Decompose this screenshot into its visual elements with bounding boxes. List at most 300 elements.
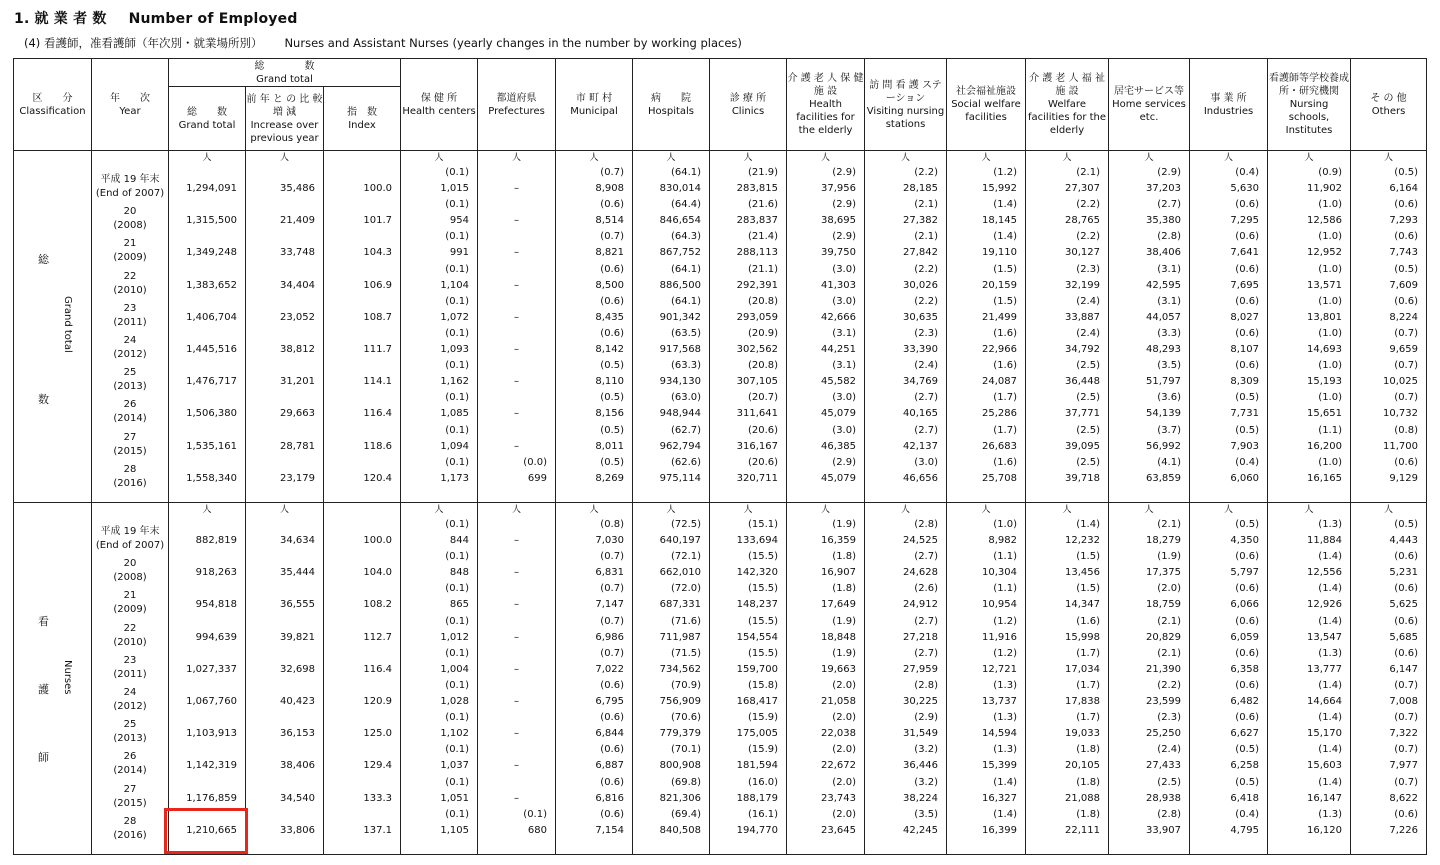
table-cell — [401, 807, 477, 839]
cell-percent: (0.5) — [1235, 776, 1260, 788]
cell-value: 21,499 — [982, 311, 1018, 323]
table-cell — [865, 294, 946, 326]
table-cell — [1190, 678, 1267, 710]
table-cell — [710, 742, 786, 774]
cell-percent: (0.8) — [1394, 424, 1419, 436]
cell-percent: (1.6) — [1076, 615, 1101, 627]
data-column-cells — [947, 151, 1025, 502]
cell-value: 1,535,161 — [186, 440, 237, 452]
table-cell — [1351, 423, 1426, 455]
cell-value: 283,815 — [736, 183, 779, 194]
data-column-cells — [633, 503, 709, 854]
cell-percent: (1.5) — [993, 295, 1018, 307]
cell-value: 1,027,337 — [186, 663, 237, 675]
year-label — [92, 455, 168, 487]
table-cell — [401, 710, 477, 742]
cell-percent: (3.0) — [832, 392, 857, 404]
data-column — [633, 151, 710, 503]
cell-percent: (72.5) — [670, 519, 702, 530]
data-column-cells — [1351, 503, 1426, 854]
table-cell — [787, 678, 864, 710]
cell-percent: (2.0) — [1157, 583, 1182, 595]
cell-percent: (0.6) — [1235, 263, 1260, 275]
cell-value: 37,956 — [821, 183, 857, 194]
data-column — [947, 503, 1026, 855]
table-cell — [246, 517, 323, 549]
table-cell — [556, 229, 632, 261]
classification-jp-char: 護 — [38, 683, 49, 696]
year-label — [92, 678, 168, 710]
table-cell — [401, 549, 477, 581]
year-label — [92, 614, 168, 646]
unit-label: 人 — [901, 153, 911, 163]
table-cell — [246, 614, 323, 646]
table-cell — [1109, 262, 1189, 294]
cell-percent: (0.1) — [445, 199, 470, 211]
cell-value: 11,700 — [1383, 440, 1419, 452]
year-label — [92, 807, 168, 839]
cell-percent: (0.1) — [445, 424, 470, 436]
cell-percent: (0.1) — [445, 231, 470, 243]
table-cell — [1190, 549, 1267, 581]
cell-percent: (21.9) — [747, 167, 779, 178]
cell-value: 41,303 — [821, 279, 857, 291]
header-increase: 前 年 と の 比 較 増 減 Increase over previous year — [246, 87, 324, 151]
cell-percent: (1.8) — [832, 583, 857, 595]
cell-percent: (2.2) — [1157, 680, 1182, 691]
table-cell — [947, 646, 1025, 678]
data-column — [1026, 503, 1109, 855]
table-cell — [633, 549, 709, 581]
cell-value: 17,375 — [1146, 567, 1182, 579]
data-column — [1351, 151, 1427, 503]
table-cell — [478, 326, 555, 358]
table-cell — [246, 455, 323, 487]
cell-value: 23,052 — [280, 311, 315, 323]
table-cell — [1026, 262, 1108, 294]
table-cell — [633, 262, 709, 294]
cell-value: 30,635 — [903, 311, 939, 323]
cell-value: 311,641 — [736, 408, 779, 420]
table-cell — [1268, 614, 1350, 646]
table-cell — [787, 614, 864, 646]
cell-percent: (0.6) — [1235, 295, 1260, 307]
cell-percent: (1.4) — [1318, 615, 1343, 627]
cell-value: 42,245 — [903, 824, 939, 836]
table-cell — [169, 390, 245, 422]
header-visiting: 訪 問 看 護 ステーション Visiting nursing stations — [865, 59, 947, 151]
cell-percent: (21.1) — [747, 263, 779, 275]
table-cell — [947, 423, 1025, 455]
cell-percent: (21.4) — [747, 231, 779, 243]
year-label-main: 23 — [123, 302, 137, 314]
table-cell — [1109, 294, 1189, 326]
table-cell — [556, 197, 632, 229]
table-cell — [710, 807, 786, 839]
cell-value: 320,711 — [736, 472, 779, 484]
cell-value: 116.4 — [363, 408, 393, 420]
table-cell — [710, 517, 786, 549]
data-column-cells — [1268, 151, 1350, 502]
table-cell — [947, 294, 1025, 326]
table-cell — [556, 423, 632, 455]
year-label — [92, 197, 168, 232]
table-cell — [1109, 197, 1189, 229]
table-cell — [1190, 390, 1267, 422]
cell-percent: (0.6) — [600, 328, 625, 339]
table-cell — [1190, 423, 1267, 455]
cell-percent: (0.5) — [1235, 744, 1260, 756]
data-column — [1351, 503, 1427, 855]
cell-value: 307,105 — [736, 376, 779, 388]
cell-percent: (0.6) — [600, 776, 625, 788]
table-cell — [710, 229, 786, 261]
cell-value: 848 — [449, 567, 470, 579]
cell-value: 36,555 — [280, 599, 315, 611]
header-grand-total-group: 総 数 Grand total — [169, 59, 401, 87]
cell-value: – — [514, 567, 520, 579]
cell-percent: (2.3) — [1076, 263, 1101, 275]
table-cell — [1109, 646, 1189, 678]
table-cell — [1026, 165, 1108, 197]
table-cell — [1190, 262, 1267, 294]
cell-value: 111.7 — [363, 344, 393, 355]
header-elderly-health: 介 護 老 人 保 健 施 設 Health facilities for the elderly — [787, 59, 865, 151]
cell-percent: (0.6) — [600, 744, 625, 756]
highlight-box — [164, 808, 248, 854]
table-cell — [556, 710, 632, 742]
cell-value: 33,907 — [1146, 824, 1182, 836]
cell-percent: (3.3) — [1157, 328, 1182, 339]
table-cell — [1268, 710, 1350, 742]
cell-percent: (0.6) — [600, 263, 625, 275]
classification-label — [14, 151, 91, 502]
table-cell — [787, 455, 864, 487]
cell-value: 148,237 — [736, 599, 779, 611]
data-column — [710, 151, 787, 503]
cell-value: – — [514, 183, 520, 194]
cell-value: 45,079 — [821, 408, 857, 420]
data-column-cells — [947, 503, 1025, 854]
employment-table — [13, 58, 1427, 855]
table-cell — [169, 549, 245, 581]
cell-percent: (0.5) — [1235, 519, 1260, 530]
year-label-sub: (2009) — [113, 252, 147, 264]
cell-percent: (63.0) — [670, 392, 702, 404]
cell-percent: (0.7) — [600, 231, 625, 243]
data-column-cells — [478, 503, 555, 854]
cell-percent: (1.7) — [993, 392, 1018, 404]
table-cell — [1190, 197, 1267, 229]
cell-percent: (2.5) — [1076, 360, 1101, 372]
table-cell — [556, 326, 632, 358]
data-column — [787, 503, 865, 855]
cell-value: 44,251 — [821, 344, 857, 355]
cell-value: 1,294,091 — [186, 183, 237, 194]
cell-percent: (2.8) — [1157, 808, 1182, 820]
unit-label: 人 — [743, 153, 753, 163]
cell-percent: (0.1) — [445, 328, 470, 339]
cell-value: 7,008 — [1389, 696, 1419, 707]
unit-label: 人 — [434, 505, 444, 515]
cell-value: 9,129 — [1389, 472, 1419, 484]
classification-jp-char: 師 — [38, 751, 49, 764]
cell-value: 36,446 — [903, 760, 939, 772]
data-column-cells — [787, 503, 864, 854]
cell-percent: (2.6) — [914, 583, 939, 595]
table-cell — [710, 455, 786, 487]
cell-percent: (64.4) — [670, 199, 702, 211]
table-cell — [633, 742, 709, 774]
year-list — [92, 151, 168, 502]
cell-value: 7,903 — [1230, 440, 1260, 452]
cell-percent: (2.2) — [914, 295, 939, 307]
cell-percent: (0.1) — [445, 615, 470, 627]
cell-value: 962,794 — [659, 440, 702, 452]
cell-value: 1,315,500 — [186, 215, 237, 227]
cell-percent: (16.0) — [747, 776, 779, 788]
cell-percent: (0.7) — [600, 615, 625, 627]
table-cell — [633, 517, 709, 549]
cell-percent: (1.4) — [993, 808, 1018, 820]
table-cell — [246, 581, 323, 613]
cell-value: 45,079 — [821, 472, 857, 484]
year-label-sub: (2008) — [113, 572, 147, 584]
year-label-sub: (End of 2007) — [95, 188, 165, 199]
year-label-sub: (2010) — [113, 284, 147, 296]
table-cell — [1351, 390, 1426, 422]
cell-value: 15,399 — [982, 760, 1018, 772]
year-label-sub: (2014) — [113, 765, 147, 777]
cell-percent: (0.7) — [1394, 712, 1419, 724]
cell-value: 24,628 — [903, 567, 939, 579]
cell-percent: (0.6) — [600, 808, 625, 820]
cell-value: 33,806 — [280, 824, 315, 836]
table-cell — [633, 455, 709, 487]
cell-value: 1,102 — [440, 728, 470, 740]
table-cell — [1026, 517, 1108, 549]
cell-percent: (2.5) — [1076, 424, 1101, 436]
year-label-main: 26 — [123, 399, 137, 411]
table-cell — [1351, 710, 1426, 742]
year-label-main: 27 — [123, 783, 137, 795]
data-column — [865, 151, 947, 503]
table-cell — [556, 517, 632, 549]
unit-label: 人 — [279, 505, 289, 515]
year-label-sub: (2015) — [113, 797, 147, 809]
unit-label: 人 — [202, 153, 212, 163]
cell-value: 37,203 — [1146, 183, 1182, 194]
table-cell — [710, 262, 786, 294]
cell-value: 45,582 — [821, 376, 857, 388]
table-cell — [865, 581, 946, 613]
data-column — [1109, 151, 1190, 503]
cell-percent: (0.6) — [1394, 583, 1419, 595]
cell-value: 24,912 — [903, 599, 939, 611]
table-cell — [1026, 229, 1108, 261]
data-column-cells — [633, 151, 709, 502]
cell-value: 12,721 — [982, 663, 1018, 675]
cell-value: 8,224 — [1389, 311, 1419, 323]
cell-percent: (0.1) — [523, 808, 548, 820]
table-cell — [1351, 742, 1426, 774]
year-list — [92, 503, 168, 854]
cell-percent: (69.4) — [670, 808, 702, 820]
cell-value: 711,987 — [659, 631, 702, 643]
table-cell — [787, 775, 864, 807]
cell-value: 6,418 — [1230, 792, 1260, 804]
header-municipal: 市 町 村 Municipal — [556, 59, 633, 151]
cell-value: 28,938 — [1146, 792, 1182, 804]
table-cell — [1268, 807, 1350, 839]
cell-value: 23,645 — [821, 824, 857, 836]
table-cell — [478, 358, 555, 390]
cell-percent: (0.7) — [600, 647, 625, 659]
cell-percent: (2.1) — [1076, 167, 1101, 178]
table-cell — [169, 358, 245, 390]
table-cell — [169, 294, 245, 326]
table-cell — [478, 742, 555, 774]
table-cell — [633, 710, 709, 742]
cell-percent: (0.1) — [445, 583, 470, 595]
cell-value: 63,859 — [1146, 472, 1182, 484]
year-label — [92, 775, 168, 807]
cell-value: – — [514, 215, 520, 227]
cell-value: 6,066 — [1230, 599, 1260, 611]
cell-value: 17,649 — [821, 599, 857, 611]
table-cell — [1026, 614, 1108, 646]
table-cell — [246, 165, 323, 197]
cell-value: 844 — [449, 535, 470, 546]
cell-percent: (0.1) — [445, 551, 470, 563]
table-cell — [1190, 742, 1267, 774]
cell-percent: (0.6) — [1235, 583, 1260, 595]
table-cell — [947, 807, 1025, 839]
year-label-main: 28 — [123, 463, 137, 475]
cell-percent: (3.1) — [1157, 263, 1182, 275]
data-column-cells — [1190, 503, 1267, 854]
table-cell — [1109, 807, 1189, 839]
table-cell — [246, 423, 323, 455]
cell-value: 821,306 — [659, 792, 702, 804]
cell-value: 8,110 — [595, 376, 625, 388]
classification-jp-char: 総 — [38, 253, 49, 266]
year-label-sub: (2008) — [113, 220, 147, 232]
cell-percent: (0.6) — [600, 295, 625, 307]
cell-value: 34,634 — [280, 535, 315, 546]
table-cell — [865, 549, 946, 581]
cell-percent: (70.9) — [670, 680, 702, 691]
data-column-cells — [787, 151, 864, 502]
table-cell — [1351, 614, 1426, 646]
data-column — [324, 151, 401, 503]
table-cell — [401, 229, 477, 261]
cell-value: 830,014 — [659, 183, 702, 194]
cell-value: – — [514, 376, 520, 388]
table-cell — [1026, 294, 1108, 326]
cell-percent: (3.2) — [914, 744, 939, 756]
cell-value: 882,819 — [195, 535, 237, 546]
header-industries: 事 業 所 Industries — [1190, 59, 1268, 151]
unit-label: 人 — [1304, 153, 1314, 163]
table-cell — [1109, 710, 1189, 742]
table-cell — [478, 517, 555, 549]
data-column — [710, 503, 787, 855]
table-cell — [1268, 294, 1350, 326]
table-cell — [633, 581, 709, 613]
table-cell — [1026, 326, 1108, 358]
cell-value: 7,154 — [595, 824, 625, 836]
table-cell — [1351, 262, 1426, 294]
year-label — [92, 517, 168, 549]
table-cell — [246, 390, 323, 422]
cell-percent: (64.1) — [670, 263, 702, 275]
table-cell — [401, 614, 477, 646]
cell-percent: (0.7) — [600, 167, 625, 178]
cell-percent: (1.0) — [1318, 199, 1343, 211]
table-cell — [246, 710, 323, 742]
table-cell — [787, 581, 864, 613]
table-cell — [246, 197, 323, 229]
table-cell — [401, 358, 477, 390]
cell-value: 4,795 — [1230, 824, 1260, 836]
table-cell — [865, 710, 946, 742]
cell-percent: (0.1) — [445, 456, 470, 468]
cell-value: 1,176,859 — [186, 792, 237, 804]
unit-label: 人 — [981, 153, 991, 163]
table-cell — [1268, 678, 1350, 710]
table-cell — [324, 358, 400, 390]
cell-value: 6,482 — [1230, 696, 1260, 707]
data-column — [401, 151, 478, 503]
cell-percent: (1.6) — [993, 456, 1018, 468]
year-label-main: 平成 19 年末 — [100, 526, 160, 537]
cell-percent: (1.4) — [1318, 744, 1343, 756]
cell-percent: (0.6) — [600, 199, 625, 211]
data-column-cells — [324, 151, 400, 502]
cell-value: – — [514, 696, 520, 707]
cell-value: – — [514, 311, 520, 323]
cell-percent: (0.1) — [445, 744, 470, 756]
cell-value: 33,390 — [903, 344, 939, 355]
data-column — [1109, 503, 1190, 855]
year-label-sub: (2013) — [113, 381, 147, 393]
cell-percent: (2.3) — [914, 328, 939, 339]
table-cell — [478, 229, 555, 261]
data-column — [401, 503, 478, 855]
cell-percent: (0.1) — [445, 392, 470, 404]
cell-percent: (1.9) — [1157, 551, 1182, 563]
unit-label: 人 — [1062, 505, 1072, 515]
page-title: 1. 就 業 者 数 Number of Employed — [14, 11, 298, 27]
data-column — [633, 503, 710, 855]
cell-value: 954 — [449, 215, 470, 227]
cell-percent: (1.2) — [993, 647, 1018, 659]
data-column-cells — [865, 503, 946, 854]
cell-value: 7,295 — [1230, 215, 1260, 227]
data-column-cells — [1026, 151, 1108, 502]
cell-percent: (2.4) — [1157, 744, 1182, 756]
table-cell — [1026, 549, 1108, 581]
table-cell — [246, 646, 323, 678]
cell-value: 15,603 — [1307, 760, 1343, 772]
cell-percent: (0.1) — [445, 712, 470, 724]
cell-value: 22,672 — [821, 760, 857, 772]
cell-value: 1,383,652 — [186, 279, 237, 291]
cell-percent: (0.4) — [1235, 167, 1260, 178]
cell-value: 8,908 — [595, 183, 625, 194]
cell-value: 16,200 — [1307, 440, 1343, 452]
